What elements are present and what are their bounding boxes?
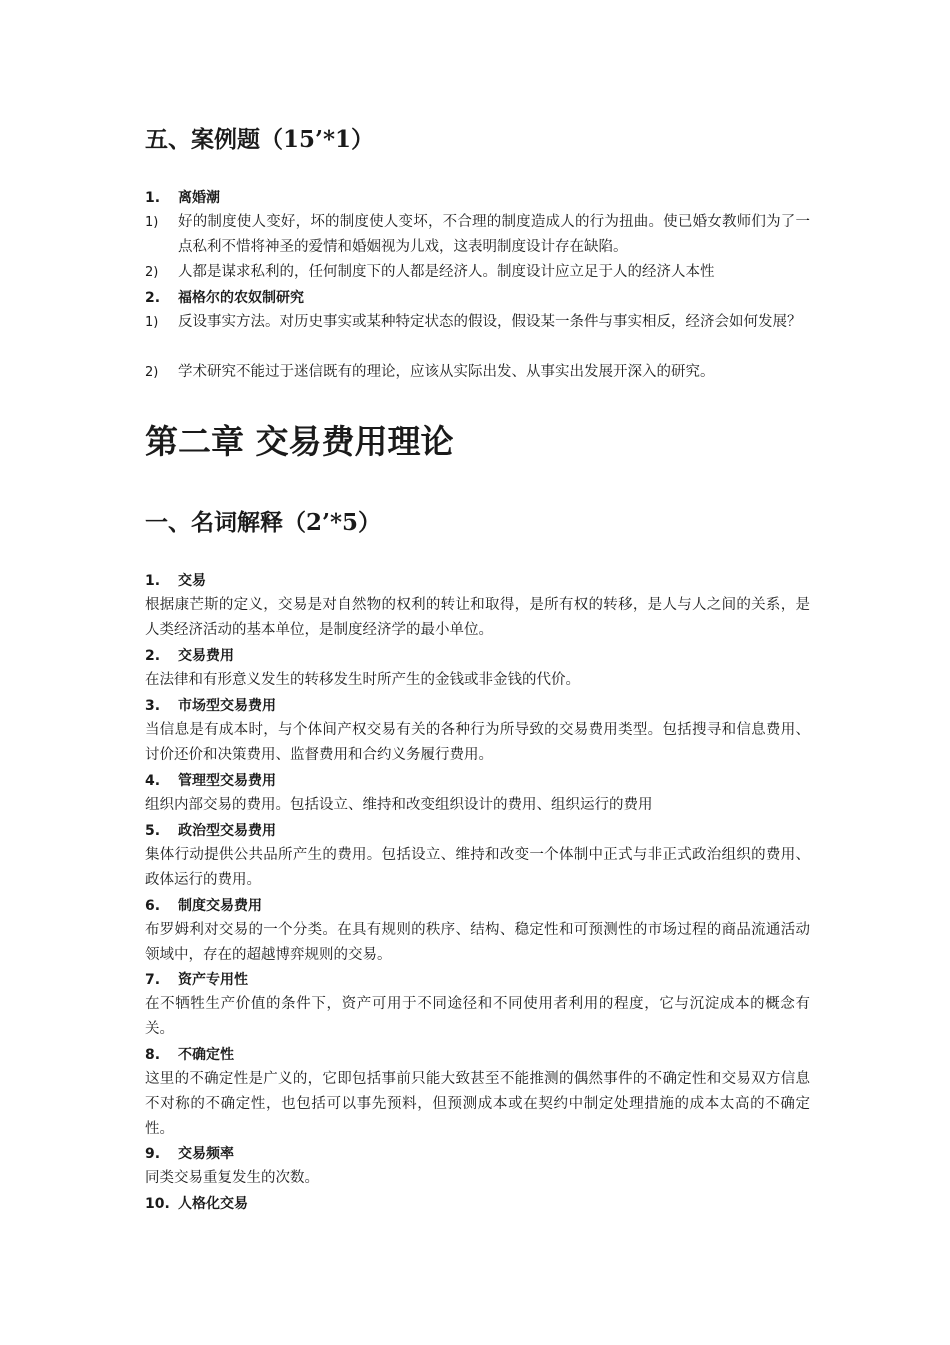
term-number: 1.	[145, 573, 161, 589]
term-number: 10.	[145, 1196, 170, 1212]
point-number: 1)	[145, 315, 159, 330]
term-1-definition: 根据康芒斯的定义，交易是对自然物的权利的转让和取得，是所有权的转移，是人与人之间的关系，是人类经济活动的基本单位，是制度经济学的最小单位。	[145, 597, 810, 638]
case-item-title: 离婚潮	[178, 190, 220, 206]
term-8-title	[145, 1045, 234, 1065]
term-number: 4.	[145, 773, 161, 789]
term-number: 5.	[145, 823, 161, 839]
case-item-1-point-1	[145, 210, 810, 260]
term-number: 6.	[145, 898, 161, 914]
term-9-definition: 同类交易重复发生的次数。	[145, 1170, 319, 1186]
term-8-definition: 这里的不确定性是广义的，它即包括事前只能大致甚至不能推测的偶然事件的不确定性和交易双方信息不对称的不确定性，也包括可以事先预料，但预测成本或在契约中制定处理措施的成本太高的不确定性。	[145, 1071, 810, 1137]
term-title: 交易费用	[178, 648, 234, 664]
case-item-1-point-2	[145, 260, 810, 285]
case-item-number: 1.	[145, 190, 161, 206]
term-2-title	[145, 646, 234, 666]
term-7-definition: 在不牺牲生产价值的条件下，资产可用于不同途径和不同使用者利用的程度，它与沉淀成本的概念有关。	[145, 996, 810, 1037]
case-item-2-title	[145, 288, 304, 308]
term-9-title	[145, 1144, 234, 1164]
term-3-title	[145, 696, 276, 716]
case-item-number: 2.	[145, 290, 161, 306]
chapter-title: 第二章 交易费用理论	[145, 422, 454, 461]
term-title: 交易频率	[178, 1146, 234, 1162]
term-number: 8.	[145, 1047, 161, 1063]
point-number: 1)	[145, 215, 159, 230]
term-5-definition: 集体行动提供公共品所产生的费用。包括设立、维持和改变一个体制中正式与非正式政治组织的费用、政体运行的费用。	[145, 847, 810, 888]
term-6-title	[145, 896, 262, 916]
point-text: 好的制度使人变好，坏的制度使人变坏，不合理的制度造成人的行为扭曲。使已婚女教师们为了一点私利不惜将神圣的爱情和婚姻视为儿戏，这表明制度设计存在缺陷。	[178, 214, 810, 255]
term-title: 政治型交易费用	[178, 823, 276, 839]
point-number: 2)	[145, 265, 159, 280]
case-item-2-point-1	[145, 310, 810, 335]
term-6-definition: 布罗姆利对交易的一个分类。在具有规则的秩序、结构、稳定性和可预测性的市场过程的商品流通活动领域中，存在的超越博弈规则的交易。	[145, 922, 810, 963]
case-item-1-title	[145, 188, 220, 208]
term-title: 人格化交易	[178, 1196, 248, 1212]
term-title: 市场型交易费用	[178, 698, 276, 714]
term-2-definition: 在法律和有形意义发生的转移发生时所产生的金钱或非金钱的代价。	[145, 672, 580, 688]
term-4-definition: 组织内部交易的费用。包括设立、维持和改变组织设计的费用、组织运行的费用	[145, 797, 653, 813]
term-title: 制度交易费用	[178, 898, 262, 914]
case-item-2-point-2	[145, 360, 810, 385]
point-text: 反设事实方法。对历史事实或某种特定状态的假设，假设某一条件与事实相反，经济会如何发展？	[178, 314, 802, 330]
term-5-title	[145, 821, 276, 841]
term-title: 管理型交易费用	[178, 773, 276, 789]
point-text: 人都是谋求私利的，任何制度下的人都是经济人。制度设计应立足于人的经济人本性	[178, 264, 715, 280]
point-number: 2)	[145, 365, 159, 380]
term-title: 不确定性	[178, 1047, 234, 1063]
term-number: 2.	[145, 648, 161, 664]
term-number: 9.	[145, 1146, 161, 1162]
case-section-heading: 五、案例题（15’*1）	[145, 126, 375, 153]
term-1-title	[145, 571, 206, 591]
term-3-definition: 当信息是有成本时，与个体间产权交易有关的各种行为所导致的交易费用类型。包括搜寻和信息费用、讨价还价和决策费用、监督费用和合约义务履行费用。	[145, 722, 810, 763]
terms-section-heading: 一、名词解释（2’*5）	[145, 509, 382, 536]
term-title: 交易	[178, 573, 206, 589]
case-item-title: 福格尔的农奴制研究	[178, 290, 304, 306]
term-7-title	[145, 970, 248, 990]
term-number: 7.	[145, 972, 161, 988]
term-number: 3.	[145, 698, 161, 714]
point-text: 学术研究不能过于迷信既有的理论，应该从实际出发、从事实出发展开深入的研究。	[178, 364, 715, 380]
term-10-title	[145, 1194, 248, 1214]
term-4-title	[145, 771, 276, 791]
term-title: 资产专用性	[178, 972, 248, 988]
